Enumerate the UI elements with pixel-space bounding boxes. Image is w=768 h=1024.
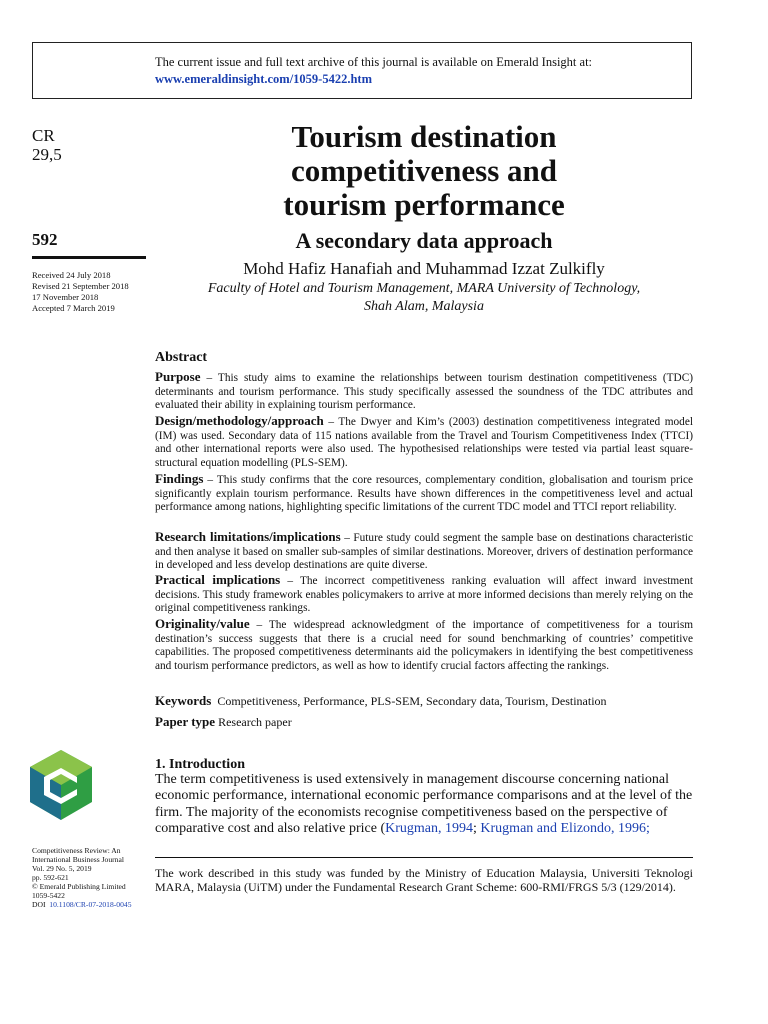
journal-name-line: International Business Journal: [32, 855, 124, 864]
journal-volume: [32, 126, 62, 164]
title-line: competitiveness and: [290, 153, 558, 188]
citation-link-krugman-elizondo-1996[interactable]: Krugman and Elizondo, 1996: [480, 820, 647, 836]
page-number: 592: [32, 230, 58, 249]
paper-title: [154, 120, 694, 222]
journal-name-line: Competitiveness Review: An: [32, 846, 121, 855]
research-label: Research limitations/implications: [155, 529, 341, 544]
paper-type-text: Research paper: [218, 715, 292, 729]
doi-link[interactable]: 10.1108/CR-07-2018-0045: [49, 900, 132, 909]
funding-footnote: The work described in this study was funded by the Ministry of Education Malaysia, Universiti Teknologi MARA, Malaysia (UiTM) under the Fundamental Research Grant Scheme: 600-RMI/FRGS 5/3 (129/2014).: [155, 866, 693, 895]
received-dates: [32, 270, 129, 314]
copyright-line: © Emerald Publishing Limited: [32, 882, 126, 891]
paper-type: [155, 714, 693, 730]
doi-line: [32, 900, 147, 909]
abstract-originality: [155, 617, 693, 673]
journal-archive-notice: [32, 42, 692, 99]
archive-notice-text: The current issue and full text archive of this journal is available on Emerald Insight at:: [155, 55, 593, 69]
practical-label: Practical implications: [155, 572, 281, 587]
paper-type-label: Paper type: [155, 714, 216, 729]
sidebar-divider: [32, 256, 146, 259]
design-label: Design/methodology/approach: [155, 413, 324, 428]
footnote-divider: [155, 857, 693, 858]
revised-date-2: 17 November 2018: [32, 292, 99, 302]
title-line: Tourism destination: [291, 119, 557, 154]
research-text: – Future study could segment the sample base on destinations characteristic and then analyse it based on smaller sub-samples of similar destinations. Moreover, drivers of destination performance in developed and less develop destinations are quite diverse.: [155, 532, 693, 572]
intro-paragraph: [155, 772, 693, 837]
findings-label: Findings: [155, 471, 204, 486]
journal-volume-line: Vol. 29 No. 5, 2019: [32, 864, 92, 873]
citation-link-krugman-1994[interactable]: Krugman, 1994: [385, 820, 474, 836]
affiliation-line: Shah Alam, Malaysia: [364, 299, 484, 314]
doi-label: DOI: [32, 900, 46, 909]
originality-label: Originality/value: [155, 616, 250, 631]
issn-line: 1059-5422: [32, 891, 65, 900]
author-affiliation: [154, 280, 694, 316]
journal-abbr: CR: [32, 126, 55, 145]
keywords-label: Keywords: [155, 693, 212, 708]
originality-text: – The widespread acknowledgment of the importance of competitiveness for a tourism destination’s success suggests that there is a crucial need for sound benchmarking of countries’ competitive capabilities. The proposed competitiveness determinants aid the policymakers in identifying the best competitiveness and tourism performance predictors, as well as how to identify crucial factors affecting the rankings.: [155, 619, 693, 672]
practical-text: – The incorrect competitiveness ranking evaluation will affect inward investment decisions. This study framework enables policymakers to arrive at more informed decisions than merely relying on the original competitiveness rankings.: [155, 575, 693, 615]
paper-subtitle: A secondary data approach: [295, 228, 553, 253]
abstract-findings: [155, 472, 693, 515]
title-line: tourism performance: [283, 187, 565, 222]
abstract-practical-implications: [155, 573, 693, 616]
intro-text: The term competitiveness is used extensively in management discourse concerning national economic performance, international economic performance comparisons and at the level of the firm. The majority of the economists recognise competitiveness based on the perspective of comparative cost and also relative price (: [155, 772, 693, 836]
revised-date: Revised 21 September 2018: [32, 281, 129, 291]
abstract-research-limitations: [155, 530, 693, 573]
citation-separator: ;: [473, 820, 481, 836]
competitiveness-review-logo-icon: [30, 750, 92, 820]
abstract-design: [155, 414, 693, 470]
design-text: – The Dwyer and Kim’s (2003) destination competitiveness integrated model (IM) was used. Secondary data of 115 nations available from the Travel and Tourism Competitiveness Index (TTCI) and other international reports were also used. The hypothesised relationships were tested via partial least square-structural equation modelling (PLS-SEM).: [155, 416, 693, 469]
citation-tail: ;: [646, 820, 650, 836]
keywords: [155, 693, 693, 709]
intro-heading: 1. Introduction: [155, 757, 245, 772]
journal-pages-line: pp. 592-621: [32, 873, 69, 882]
keywords-text: Competitiveness, Performance, PLS-SEM, Secondary data, Tourism, Destination: [217, 694, 607, 708]
purpose-label: Purpose: [155, 369, 201, 384]
abstract-purpose: [155, 370, 693, 413]
accepted-date: Accepted 7 March 2019: [32, 303, 115, 313]
journal-url-link[interactable]: www.emeraldinsight.com/1059-5422.htm: [155, 72, 372, 86]
journal-citation-info: [32, 846, 147, 909]
purpose-text: – This study aims to examine the relationships between tourism destination competitiveness (TDC) determinants and tourism performance. This study specifically assessed the soundness of the TDC attributes and evaluated their ability in explaining tourism performance.: [155, 372, 693, 412]
received-date: Received 24 July 2018: [32, 270, 111, 280]
findings-text: – This study confirms that the core resources, complementary condition, globalisation and tourism price significantly explain tourism performance. Results have shown differences in the competitiveness level and actual performance among nations, highlighting specific limitations of the current TDC model and TTCI report reliability.: [155, 474, 693, 514]
affiliation-line: Faculty of Hotel and Tourism Management, MARA University of Technology,: [207, 281, 641, 296]
abstract-heading: Abstract: [155, 350, 208, 365]
volume-issue: 29,5: [32, 145, 62, 164]
author-list: Mohd Hafiz Hanafiah and Muhammad Izzat Zulkifly: [243, 259, 605, 278]
